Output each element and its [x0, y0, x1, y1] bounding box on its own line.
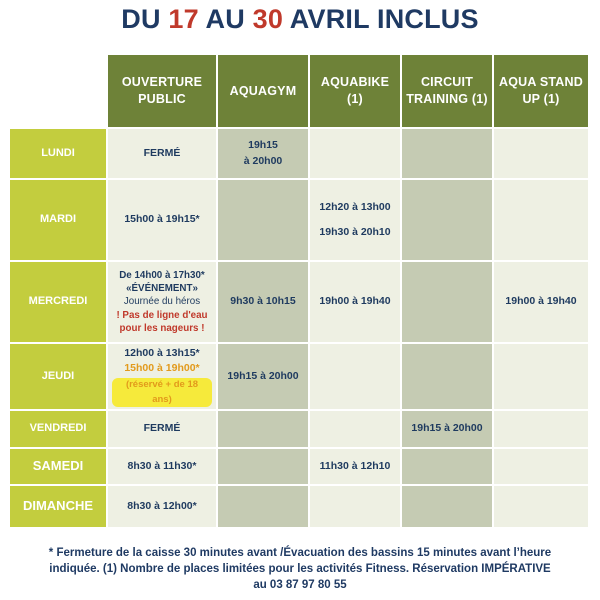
- cell-mercredi-circuit-training: [402, 262, 494, 344]
- cell-mardi-aquabike: [310, 180, 402, 262]
- time-text: 19h15: [248, 139, 278, 152]
- cell-lundi-ouverture: FERMÉ: [108, 129, 218, 180]
- cell-dimanche-aqua-stand-up: [494, 486, 590, 529]
- cell-vendredi-aquabike: [310, 411, 402, 449]
- cell-samedi-ouverture: 8h30 à 11h30*: [108, 449, 218, 486]
- cell-jeudi-aquagym: 19h15 à 20h00: [218, 344, 310, 411]
- footer-line: * Fermeture de la caisse 30 minutes avant /Évacuation des bassins 15 minutes avant l’heure: [48, 547, 552, 559]
- cell-samedi-aqua-stand-up: [494, 449, 590, 486]
- cell-lundi-aquagym: [218, 129, 310, 180]
- title-start-day: 17: [168, 4, 199, 34]
- time-text: 12h00 à 13h15*: [124, 347, 200, 360]
- day-label-vendredi: VENDREDI: [10, 411, 108, 449]
- time-text: 12h20 à 13h00: [319, 200, 391, 213]
- day-label-mercredi: MERCREDI: [10, 262, 108, 344]
- cell-jeudi-ouverture: [108, 344, 218, 411]
- cell-dimanche-circuit-training: [402, 486, 494, 529]
- cell-mercredi-aqua-stand-up: 19h00 à 19h40: [494, 262, 590, 344]
- cell-mercredi-aquabike: 19h00 à 19h40: [310, 262, 402, 344]
- adults-only-badge: (réservé + de 18 ans): [112, 378, 212, 407]
- cell-mercredi-ouverture: [108, 262, 218, 344]
- day-label-jeudi: JEUDI: [10, 344, 108, 411]
- day-label-dimanche: DIMANCHE: [10, 486, 108, 529]
- cell-samedi-aquabike: 11h30 à 12h10: [310, 449, 402, 486]
- column-header-aquagym: AQUAGYM: [218, 55, 310, 129]
- cell-vendredi-circuit-training: 19h15 à 20h00: [402, 411, 494, 449]
- event-label: «ÉVÉNEMENT»: [126, 283, 198, 295]
- cell-jeudi-aquabike: [310, 344, 402, 411]
- warning-text: pour les nageurs !: [119, 322, 205, 334]
- cell-mardi-ouverture: 15h00 à 19h15*: [108, 180, 218, 262]
- cell-jeudi-aqua-stand-up: [494, 344, 590, 411]
- cell-dimanche-aquagym: [218, 486, 310, 529]
- page-title: [0, 4, 600, 35]
- column-header-ouverture-public: OUVERTURE PUBLIC: [108, 55, 218, 129]
- warning-text: ! Pas de ligne d'eau: [116, 309, 208, 321]
- title-end-day: 30: [252, 4, 284, 34]
- cell-lundi-circuit-training: [402, 129, 494, 180]
- cell-mardi-aquagym: [218, 180, 310, 262]
- time-text-highlight: 15h00 à 19h00*: [124, 362, 200, 375]
- cell-lundi-aquabike: [310, 129, 402, 180]
- cell-samedi-circuit-training: [402, 449, 494, 486]
- cell-mercredi-aquagym: 9h30 à 10h15: [218, 262, 310, 344]
- cell-jeudi-circuit-training: [402, 344, 494, 411]
- cell-samedi-aquagym: [218, 449, 310, 486]
- footer-phone: au 03 87 97 80 55: [253, 579, 347, 592]
- title-suffix: AVRIL INCLUS: [283, 4, 479, 34]
- title-middle: AU: [198, 4, 253, 34]
- time-text: De 14h00 à 17h30*: [119, 269, 205, 281]
- cell-dimanche-aquabike: [310, 486, 402, 529]
- cell-vendredi-aquagym: [218, 411, 310, 449]
- time-text: 19h30 à 20h10: [319, 226, 391, 238]
- column-header-aquabike: AQUABIKE (1): [310, 55, 402, 129]
- cell-vendredi-aqua-stand-up: [494, 411, 590, 449]
- cell-mardi-aqua-stand-up: [494, 180, 590, 262]
- schedule-table: [10, 55, 590, 529]
- time-text: à 20h00: [243, 154, 283, 167]
- column-header-circuit-training: CIRCUIT TRAINING (1): [402, 55, 494, 129]
- title-prefix: DU: [121, 4, 169, 34]
- table-corner: [10, 55, 108, 129]
- cell-lundi-aqua-stand-up: [494, 129, 590, 180]
- cell-vendredi-ouverture: FERMÉ: [108, 411, 218, 449]
- footer-note: [14, 545, 586, 593]
- day-label-lundi: LUNDI: [10, 129, 108, 180]
- footer-line: indiquée. (1) Nombre de places limitées pour les activités Fitness. Réservation IMPÉRATIVE: [49, 563, 551, 576]
- cell-dimanche-ouverture: 8h30 à 12h00*: [108, 486, 218, 529]
- day-label-samedi: SAMEDI: [10, 449, 108, 486]
- event-name: Journée du héros: [123, 296, 201, 308]
- cell-mardi-circuit-training: [402, 180, 494, 262]
- day-label-mardi: MARDI: [10, 180, 108, 262]
- column-header-aqua-stand-up: AQUA STAND UP (1): [494, 55, 590, 129]
